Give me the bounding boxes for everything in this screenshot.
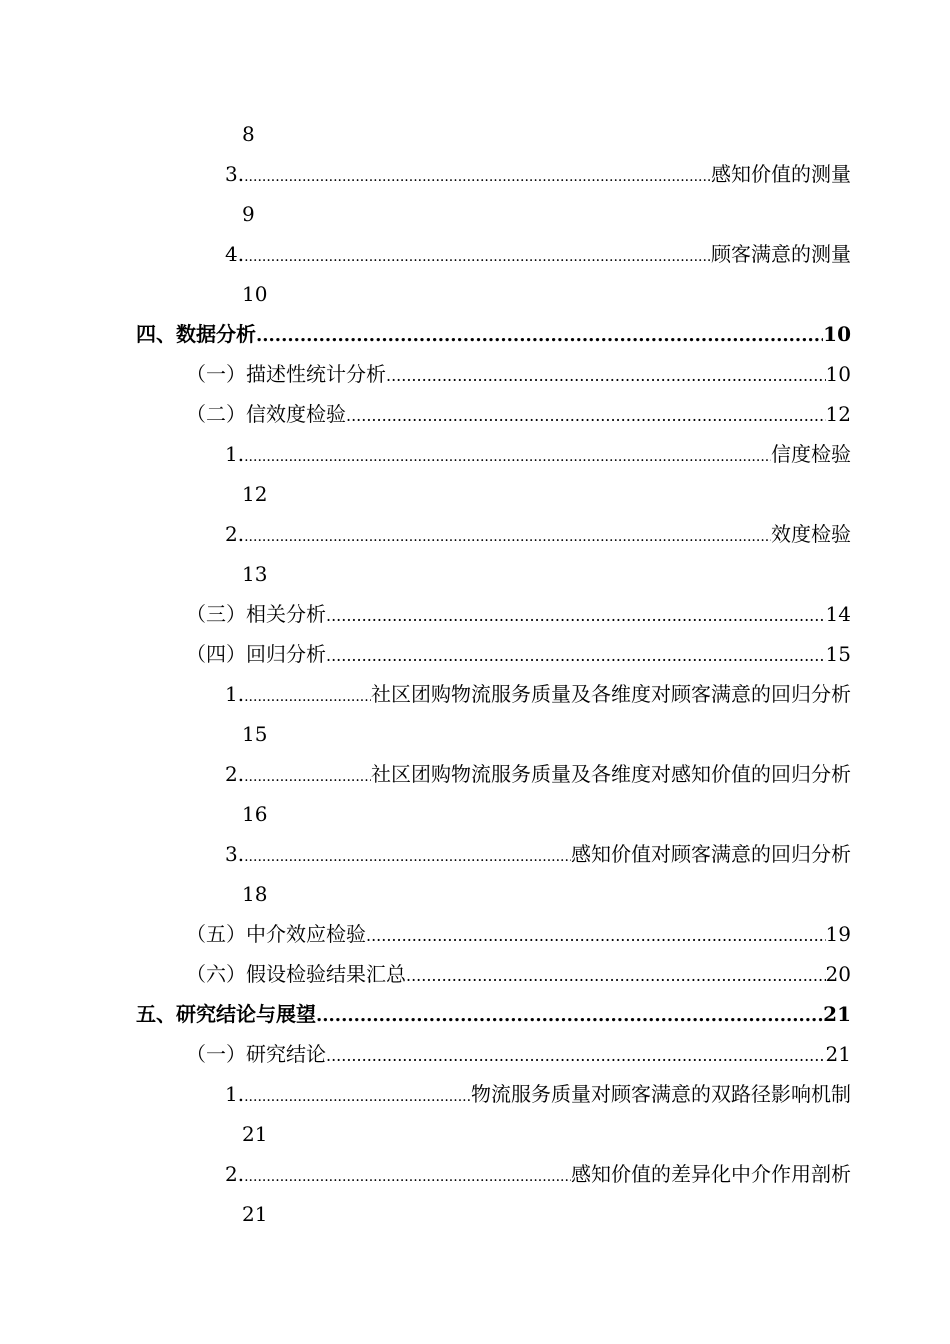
toc-entry-number: 2. — [225, 522, 245, 546]
toc-entry-number: （五） — [186, 922, 246, 946]
toc-entry-title: 数据分析 — [176, 322, 256, 346]
toc-entry-title: 顾客满意的测量 — [711, 242, 851, 266]
leader-dots — [256, 322, 823, 350]
toc-entry-title: 信效度检验 — [246, 402, 346, 426]
leader-dots — [366, 922, 826, 950]
toc-entry-number: （三） — [186, 602, 246, 626]
toc-entry-title: 物流服务质量对顾客满意的双路径影响机制 — [471, 1082, 851, 1106]
leader-dots — [346, 402, 826, 430]
leader-dots — [244, 1083, 471, 1111]
toc-entry-number: （一） — [186, 362, 246, 386]
toc-entry[interactable] — [225, 160, 851, 191]
toc-entry-page: 21 — [825, 1042, 851, 1066]
toc-entry-title: 回归分析 — [246, 642, 326, 666]
toc-entry-page: 14 — [825, 602, 851, 626]
toc-entry-number: 1. — [225, 682, 245, 706]
toc-entry-title: 中介效应检验 — [246, 922, 366, 946]
toc-entry-number: 1. — [225, 442, 245, 466]
leader-dots — [244, 523, 771, 551]
leader-dots — [244, 243, 711, 271]
leader-dots — [316, 1002, 823, 1030]
leader-dots — [406, 962, 826, 990]
toc-page-number: 18 — [242, 882, 268, 906]
toc-entry[interactable] — [225, 240, 851, 271]
toc-entry-title: 感知价值的测量 — [711, 162, 851, 186]
toc-entry-title: 相关分析 — [246, 602, 326, 626]
leader-dots — [326, 642, 826, 670]
leader-dots — [244, 443, 771, 471]
toc-entry[interactable] — [186, 600, 851, 630]
leader-dots — [326, 602, 826, 630]
toc-entry-title: 描述性统计分析 — [246, 362, 386, 386]
toc-entry-number: （一） — [186, 1042, 246, 1066]
toc-page-number: 8 — [242, 122, 255, 146]
toc-entry-number: 4. — [225, 242, 245, 266]
toc-entry-number: 四、 — [136, 322, 176, 346]
toc-entry-number: 五、 — [136, 1002, 176, 1026]
toc-page-number: 12 — [242, 482, 268, 506]
toc-page-number: 21 — [242, 1202, 268, 1226]
toc-entry-number: 2. — [225, 762, 245, 786]
toc-entry-number: 2. — [225, 1162, 245, 1186]
toc-entry-page: 21 — [823, 1002, 851, 1026]
toc-entry[interactable] — [225, 520, 851, 551]
toc-page-number: 9 — [242, 202, 255, 226]
toc-page-number: 13 — [242, 562, 268, 586]
toc-entry[interactable] — [225, 1080, 851, 1111]
toc-entry-number: （六） — [186, 962, 246, 986]
leader-dots — [244, 163, 711, 191]
toc-entry[interactable] — [136, 320, 851, 350]
toc-entry-number: 1. — [225, 1082, 245, 1106]
toc-entry-page: 10 — [825, 362, 851, 386]
toc-entry-title: 效度检验 — [771, 522, 851, 546]
toc-entry[interactable] — [186, 920, 851, 950]
toc-entry-number: （四） — [186, 642, 246, 666]
toc-entry-title: 研究结论与展望 — [176, 1002, 316, 1026]
toc-entry[interactable] — [225, 760, 851, 791]
toc-entry-title: 社区团购物流服务质量及各维度对顾客满意的回归分析 — [371, 682, 851, 706]
toc-entry-title: 社区团购物流服务质量及各维度对感知价值的回归分析 — [371, 762, 851, 786]
toc-entry[interactable] — [136, 1000, 851, 1030]
toc-entry[interactable] — [186, 400, 851, 430]
toc-entry-number: 3. — [225, 842, 245, 866]
toc-page-number: 16 — [242, 802, 268, 826]
toc-entry[interactable] — [186, 360, 851, 390]
toc-entry-page: 19 — [825, 922, 851, 946]
toc-entry-title: 研究结论 — [246, 1042, 326, 1066]
toc-entry-page: 15 — [825, 642, 851, 666]
toc-entry-page: 12 — [825, 402, 851, 426]
toc-entry-page: 10 — [823, 322, 851, 346]
leader-dots — [244, 843, 571, 871]
leader-dots — [386, 362, 826, 390]
toc-entry[interactable] — [225, 840, 851, 871]
leader-dots — [244, 1163, 571, 1191]
toc-entry-title: 信度检验 — [771, 442, 851, 466]
toc-entry[interactable] — [225, 440, 851, 471]
leader-dots — [244, 763, 371, 791]
toc-entry-number: 3. — [225, 162, 245, 186]
leader-dots — [326, 1042, 826, 1070]
toc-page-number: 15 — [242, 722, 268, 746]
toc-entry-title: 感知价值对顾客满意的回归分析 — [571, 842, 851, 866]
toc-entry-page: 20 — [825, 962, 851, 986]
toc-entry[interactable] — [186, 640, 851, 670]
toc-entry[interactable] — [225, 680, 851, 711]
leader-dots — [244, 683, 371, 711]
toc-entry[interactable] — [186, 1040, 851, 1070]
toc-page-number: 10 — [242, 282, 268, 306]
toc-entry[interactable] — [186, 960, 851, 990]
toc-page-number: 21 — [242, 1122, 268, 1146]
toc-entry-number: （二） — [186, 402, 246, 426]
toc-entry[interactable] — [225, 1160, 851, 1191]
toc-entry-title: 假设检验结果汇总 — [246, 962, 406, 986]
toc-entry-title: 感知价值的差异化中介作用剖析 — [571, 1162, 851, 1186]
